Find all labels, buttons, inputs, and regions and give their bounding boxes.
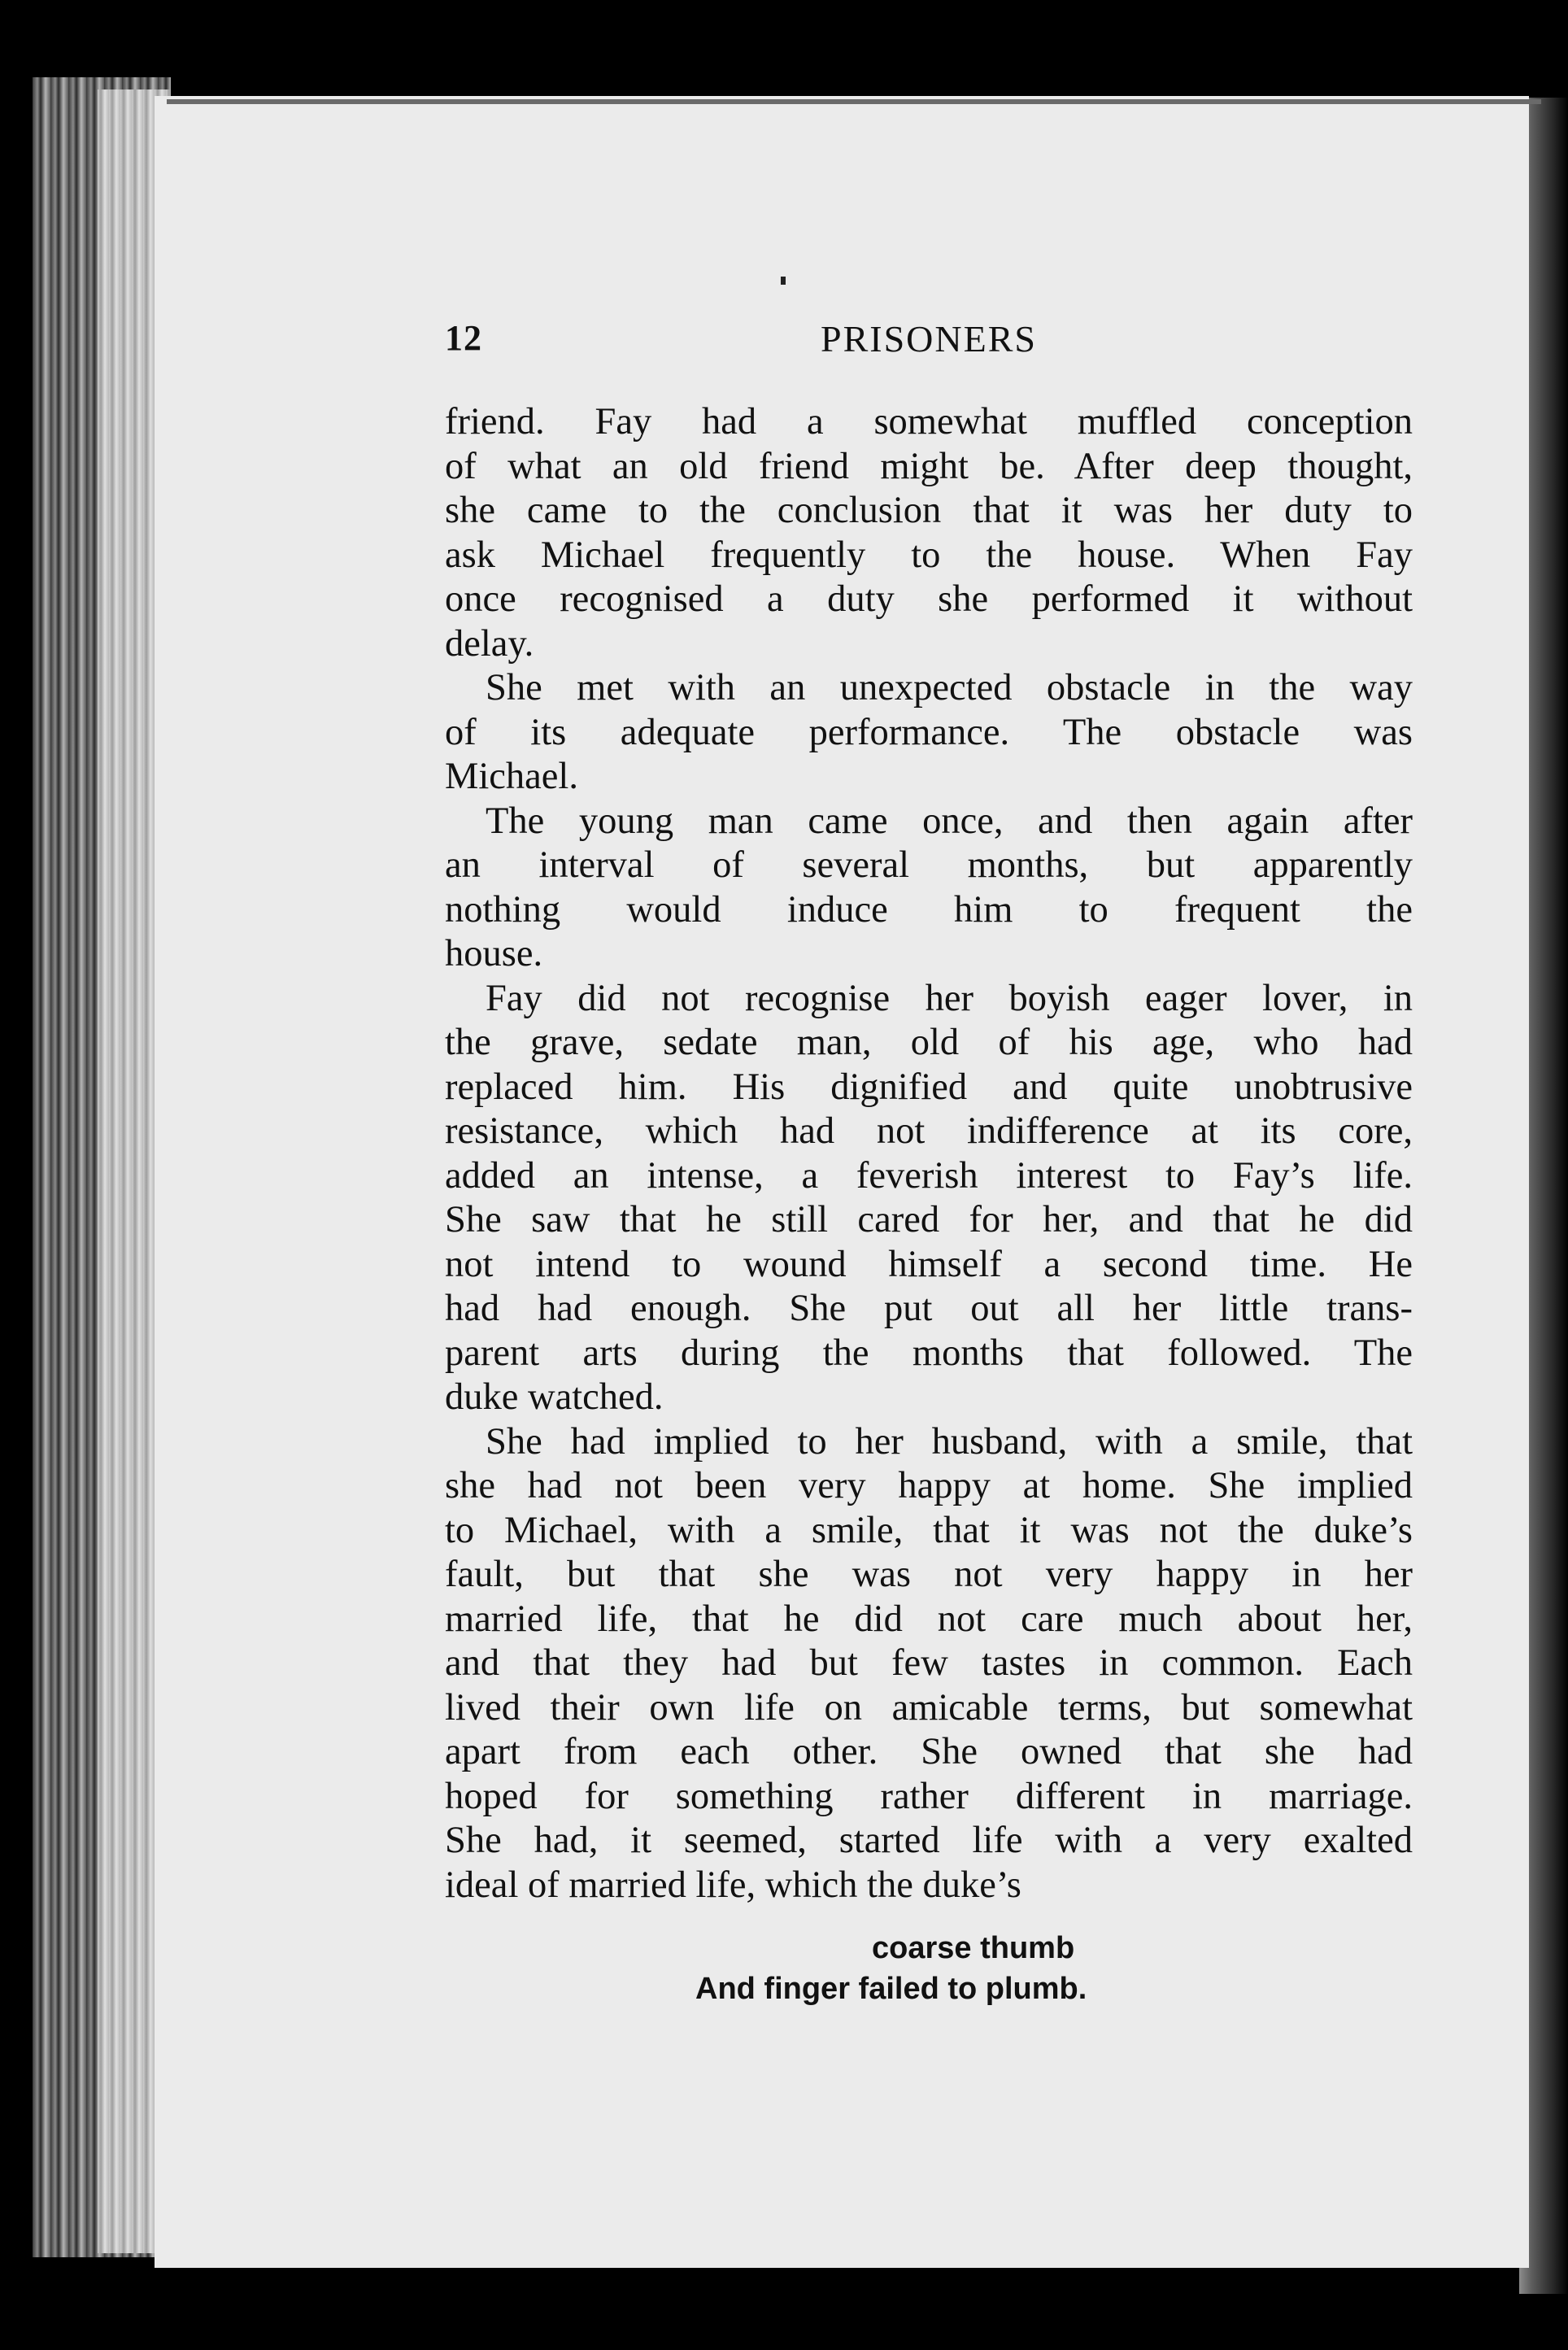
text-line: apart from each other. She owned that she had (445, 1731, 1413, 1772)
page-number: 12 (445, 318, 482, 358)
text-line: She had implied to her husband, with a smile, that (486, 1420, 1413, 1463)
text-line: She met with an unexpected obstacle in the way (486, 667, 1413, 708)
text-line: ask Michael frequently to the house. When Fay (445, 534, 1413, 576)
verse-line: coarse thumb (872, 1931, 1075, 1965)
text-line: once recognised a duty she performed it without (445, 578, 1413, 620)
text-line: to Michael, with a smile, that it was not the duke’s (445, 1509, 1413, 1551)
text-line: She saw that he still cared for her, and that he did (445, 1199, 1413, 1240)
text-line: she had not been very happy at home. She implied (445, 1465, 1413, 1506)
text-line: added an intense, a feverish interest to Fay’s life. (445, 1154, 1413, 1197)
text-line: She had, it seemed, started life with a very exalted (445, 1820, 1413, 1861)
text-line: nothing would induce him to frequent the (445, 888, 1413, 931)
verse-line: And finger failed to plumb. (695, 1972, 1087, 2006)
page-header (445, 317, 1413, 366)
text-line: married life, that he did not care much about her, (445, 1598, 1413, 1640)
text-line: Fay did not recognise her boyish eager lover, in (486, 977, 1413, 1019)
text-line: duke watched. (445, 1376, 664, 1418)
verse-quote (445, 1928, 1413, 2009)
page-top-shadow (167, 99, 1541, 104)
text-line: Michael. (445, 756, 578, 797)
text-line: not intend to wound himself a second time. He (445, 1243, 1413, 1285)
text-line: hoped for something rather different in marriage. (445, 1775, 1413, 1817)
text-line: ideal of married life, which the duke’s (445, 1864, 1021, 1906)
text-line: fault, but that she was not very happy in her (445, 1554, 1413, 1595)
text-line: replaced him. His dignified and quite unobtrusive (445, 1066, 1413, 1108)
text-line: house. (445, 933, 543, 974)
text-line: she came to the conclusion that it was her duty to (445, 490, 1413, 531)
body-text (445, 400, 1413, 1907)
running-head: PRISONERS (821, 318, 1037, 360)
text-line: an interval of several months, but apparently (445, 844, 1413, 886)
ink-speck (781, 277, 786, 285)
text-line: parent arts during the months that followed. The (445, 1332, 1413, 1374)
text-line: The young man came once, and then again after (486, 800, 1413, 842)
text-line: and that they had but few tastes in common. Each (445, 1642, 1413, 1684)
text-line: resistance, which had not indifference at its core, (445, 1110, 1413, 1152)
text-line: lived their own life on amicable terms, but somewhat (445, 1686, 1413, 1729)
text-line: the grave, sedate man, old of his age, who had (445, 1022, 1413, 1063)
text-line: of what an old friend might be. After deep thought, (445, 445, 1413, 487)
text-line: of its adequate performance. The obstacle was (445, 711, 1413, 753)
text-line: had had enough. She put out all her little trans- (445, 1288, 1413, 1329)
text-line: friend. Fay had a somewhat muffled conception (445, 401, 1413, 443)
text-line: delay. (445, 622, 534, 665)
